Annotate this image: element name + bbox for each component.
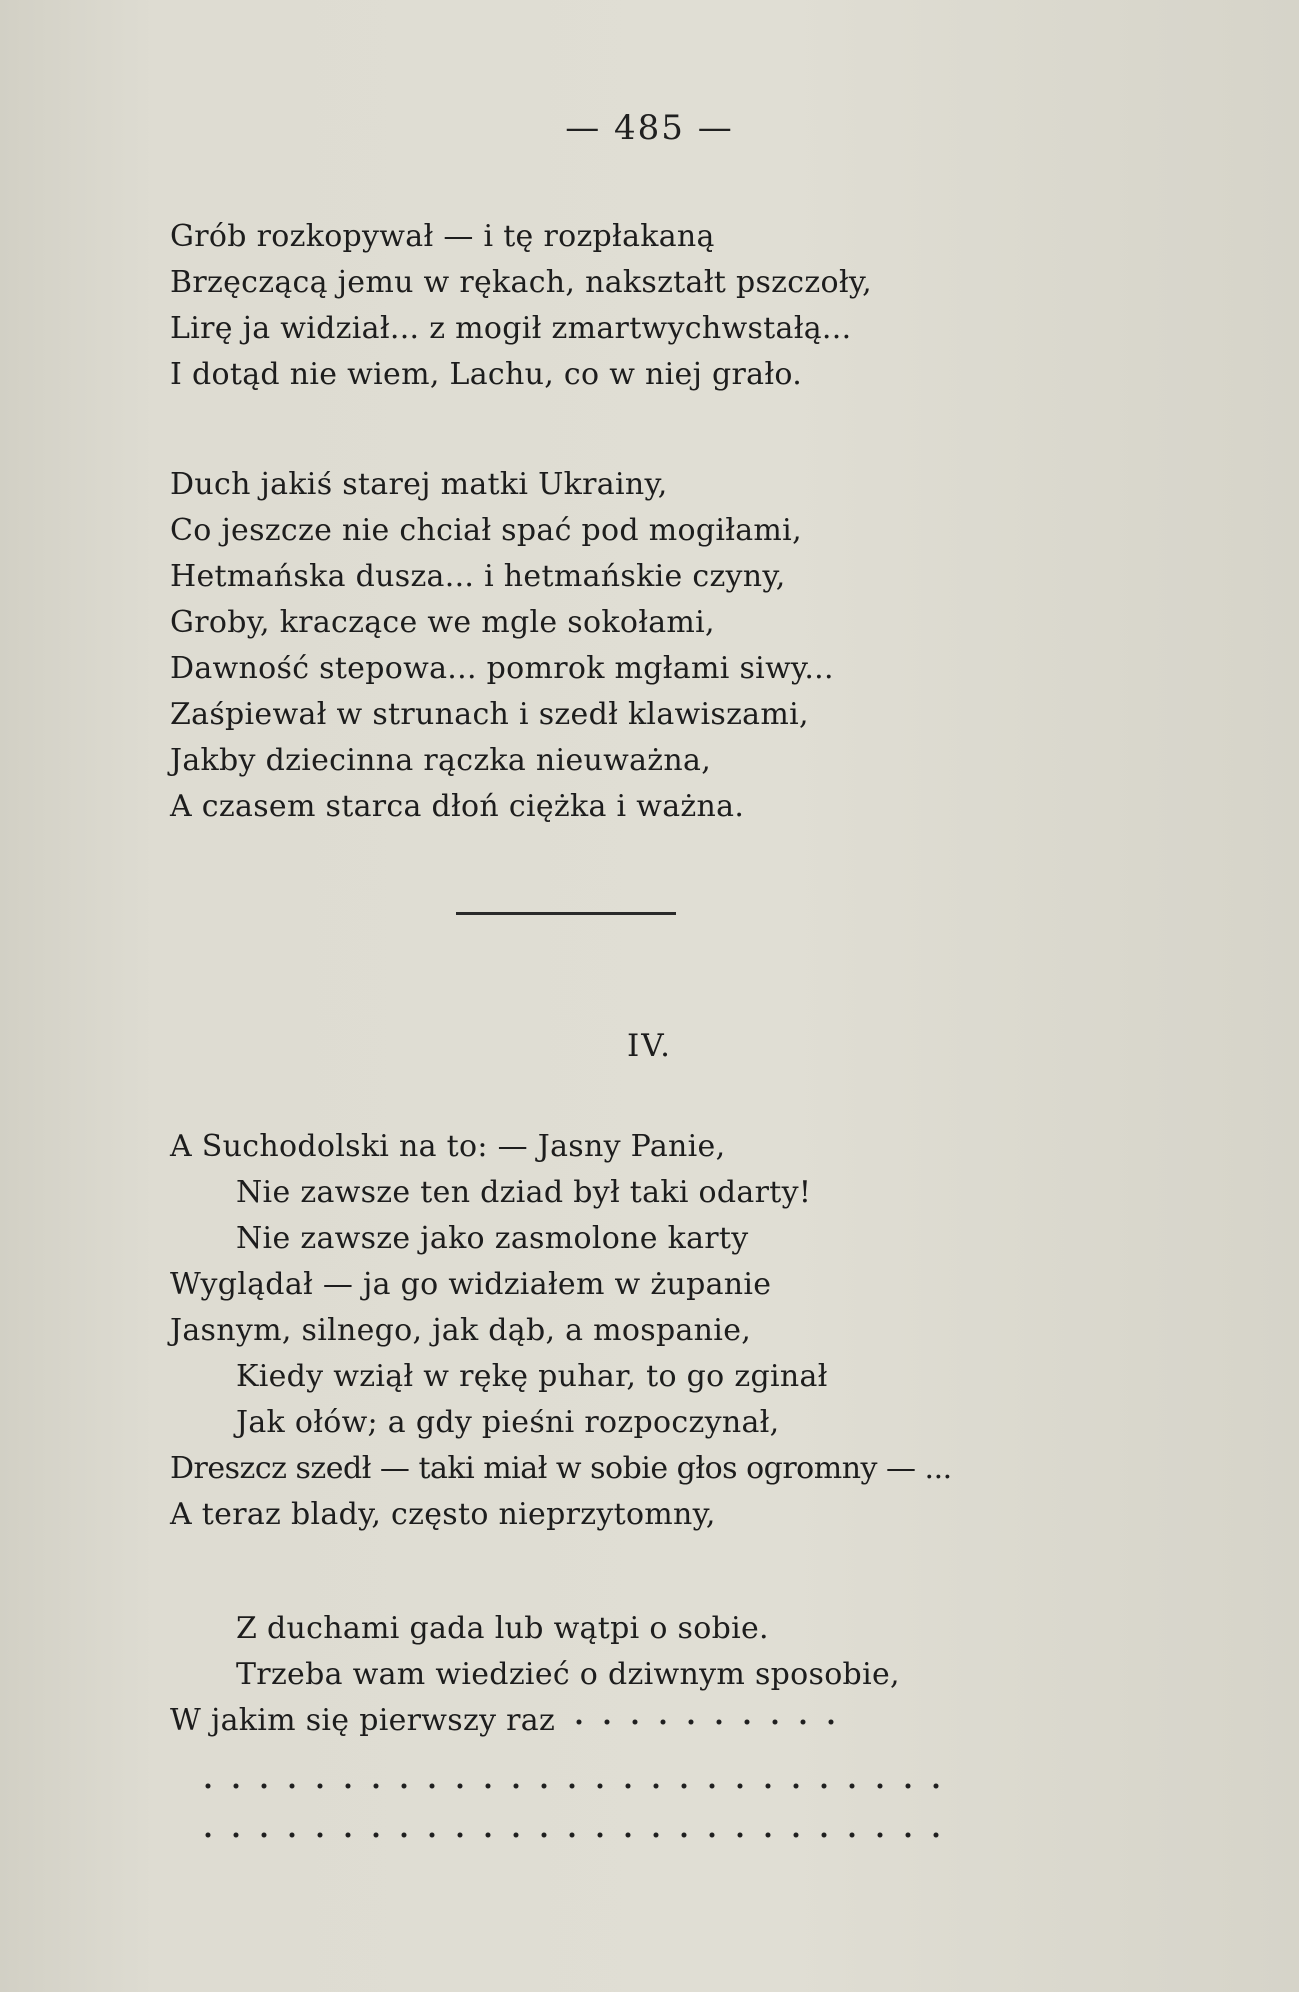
- verse-line: Dawność stepowa... pomrok mgłami siwy...: [170, 651, 834, 686]
- verse-line: A Suchodolski na to: — Jasny Panie,: [170, 1129, 726, 1164]
- ellipsis-dots: [565, 1718, 845, 1726]
- stanza-1: [170, 214, 1090, 398]
- verse-line: A teraz blady, często nieprzytomny,: [170, 1497, 716, 1532]
- verse-line: Co jeszcze nie chciał spać pod mogiłami,: [170, 513, 802, 548]
- verse-line: Zaśpiewał w strunach i szedł klawiszami,: [170, 697, 809, 732]
- verse-line: Grób rozkopywał — i tę rozpłakaną: [170, 219, 715, 254]
- verse-line: Groby, kraczące we mgle sokołami,: [170, 605, 715, 640]
- verse-line: I dotąd nie wiem, Lachu, co w niej grało.: [170, 357, 803, 392]
- page-number: — 485 —: [565, 108, 734, 148]
- verse-line: Nie zawsze jako zasmolone karty: [236, 1221, 749, 1256]
- verse-line: Z duchami gada lub wątpi o sobie.: [236, 1611, 769, 1646]
- verse-line: Kiedy wziął w rękę puhar, to go zginał: [236, 1359, 828, 1394]
- section-divider: [456, 912, 676, 915]
- verse-line-with-ellipsis: [170, 1698, 1090, 1744]
- stanza-4: [170, 1606, 1090, 1744]
- section-numeral: IV.: [626, 1028, 673, 1064]
- stanza-2: [170, 462, 1090, 830]
- verse-line: Hetmańska dusza... i hetmańskie czyny,: [170, 559, 786, 594]
- omission-dots-line: [194, 1782, 954, 1790]
- verse-line: Dreszcz szedł — taki miał w sobie głos ogromny — ...: [170, 1451, 952, 1486]
- verse-line: Wyglądał — ja go widziałem w żupanie: [170, 1267, 772, 1302]
- verse-line: Jasnym, silnego, jak dąb, a mospanie,: [170, 1313, 752, 1348]
- verse-line-text: W jakim się pierwszy raz: [170, 1703, 556, 1738]
- verse-line: Lirę ja widział... z mogił zmartwychwstałą...: [170, 311, 852, 346]
- stanza-3: [170, 1124, 1090, 1538]
- verse-line: Brzęczącą jemu w rękach, nakształt pszczoły,: [170, 265, 872, 300]
- verse-line: Nie zawsze ten dziad był taki odarty!: [236, 1175, 812, 1210]
- omission-dots-line: [194, 1831, 954, 1839]
- verse-line: Jakby dziecinna rączka nieuważna,: [170, 743, 712, 778]
- verse-line: A czasem starca dłoń ciężka i ważna.: [170, 789, 745, 824]
- verse-line: Trzeba wam wiedzieć o dziwnym sposobie,: [236, 1657, 900, 1692]
- verse-line: Jak ołów; a gdy pieśni rozpoczynał,: [236, 1405, 780, 1440]
- verse-line: Duch jakiś starej matki Ukrainy,: [170, 467, 668, 502]
